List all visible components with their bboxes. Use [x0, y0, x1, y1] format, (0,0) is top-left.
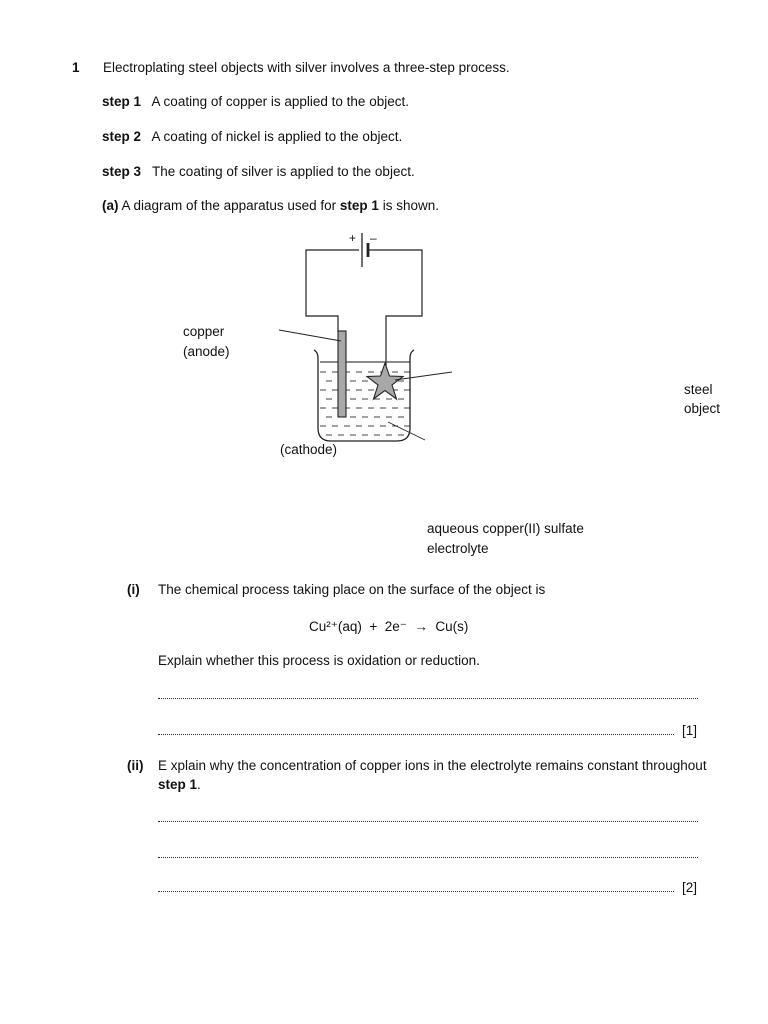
step-2-text: A coating of nickel is applied to the object.: [151, 129, 403, 144]
part-ii-text-line2: step 1.: [158, 777, 201, 792]
steel-label: steel: [684, 382, 713, 397]
answer-line-ii-2[interactable]: [158, 857, 698, 858]
step-2-label: step 2: [102, 129, 142, 144]
anode-label: (anode): [183, 344, 230, 359]
part-i-question: Explain whether this process is oxidation or reduction.: [158, 653, 480, 668]
half-equation: Cu²⁺(aq) + 2e⁻ → Cu(s): [309, 619, 469, 634]
question-intro: Electroplating steel objects with silver involves a three-step process.: [103, 60, 510, 75]
copper-anode-rod: [338, 331, 346, 417]
step-3-label: step 3: [102, 164, 142, 179]
part-i-label: (i): [127, 582, 140, 597]
part-ii-text-line1: E xplain why the concentration of copper ions in the electrolyte remains constant throughout: [158, 758, 707, 773]
object-label: object: [684, 401, 721, 416]
step-3-text: The coating of silver is applied to the object.: [152, 164, 415, 179]
part-a-label: (a): [102, 198, 119, 213]
answer-line-ii-1[interactable]: [158, 821, 698, 822]
question-number: 1: [72, 60, 80, 75]
circuit-wires: [306, 250, 422, 366]
part-ii-label: (ii): [127, 758, 144, 773]
part-a-text: (a) A diagram of the apparatus used for step 1 is shown.: [102, 198, 439, 213]
answer-line-i-2[interactable]: [158, 734, 674, 735]
electrolyte-label-line2: electrolyte: [427, 541, 489, 556]
part-i-text: The chemical process taking place on the surface of the object is: [158, 582, 546, 597]
battery-minus-label: –: [370, 231, 377, 245]
step-1-label: step 1: [102, 94, 142, 109]
cathode-label: (cathode): [280, 442, 338, 457]
copper-leader-line: [279, 330, 341, 341]
steel-object-star: [367, 363, 403, 399]
battery-cell: [362, 233, 368, 267]
answer-line-ii-3[interactable]: [158, 891, 674, 892]
battery-plus-label: +: [349, 231, 357, 245]
marks-i: [1]: [682, 723, 698, 738]
copper-label: copper: [183, 324, 225, 339]
step-1-text: A coating of copper is applied to the object.: [151, 94, 409, 109]
answer-line-i-1[interactable]: [158, 698, 698, 699]
marks-ii: [2]: [682, 880, 698, 895]
electrolyte-label-line1: aqueous copper(II) sulfate: [427, 521, 584, 536]
